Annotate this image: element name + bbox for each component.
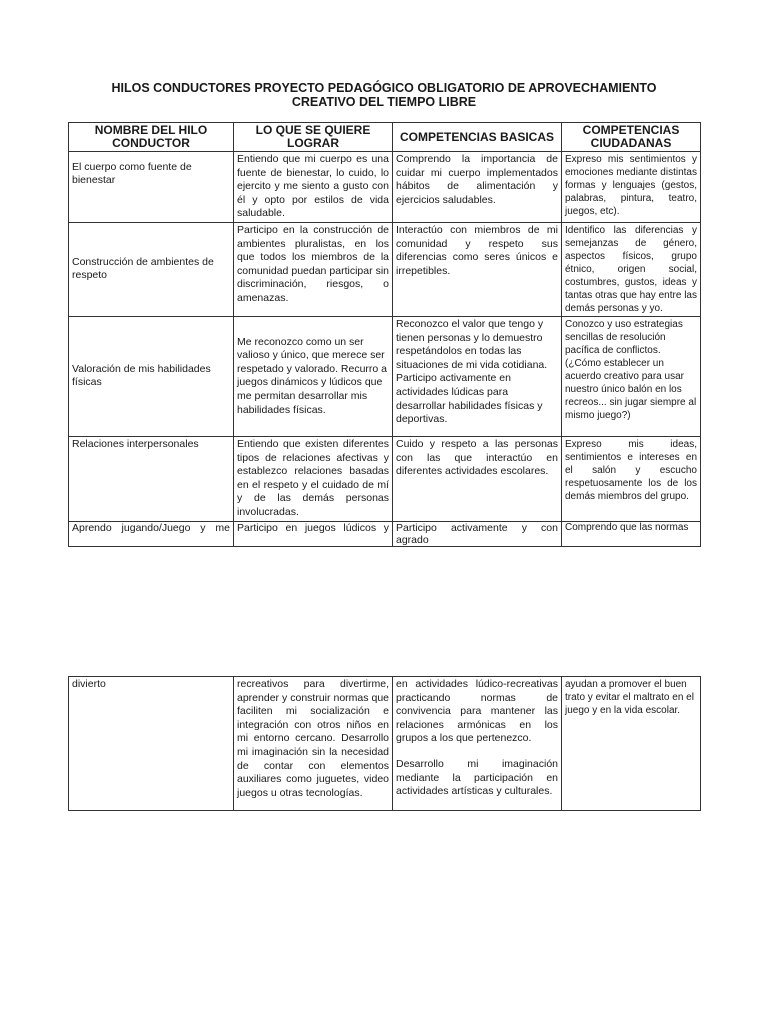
- row-goal: Entiendo que existen diferentes tipos de relaciones afectivas y establezco relaciones basadas en el respeto y el cuidado de mí y de las demás personas involucradas.: [234, 436, 393, 521]
- row-name: Valoración de mis habilidades físicas: [69, 316, 234, 436]
- row-basic: Participo activamente y con agrado: [393, 521, 562, 546]
- paragraph-gap: [396, 746, 558, 758]
- row-citizen: Expreso mis ideas, sentimientos e intereses en el salón y escucho respetuosamente los de los demás miembros del grupo.: [562, 436, 701, 521]
- row-goal: Entiendo que mi cuerpo es una fuente de bienestar, lo cuido, lo ejercito y me siento a gusto con él y opto por estilos de vida saludable.: [234, 152, 393, 223]
- header-goal: LO QUE SE QUIERE LOGRAR: [234, 123, 393, 152]
- table-row: [69, 152, 701, 223]
- row-citizen: Conozco y uso estrategias sencillas de resolución pacífica de conflictos. (¿Cómo establecer un acuerdo creativo para usar nuestro único balón en los recreos... sin jugar siempre al mismo juego?): [562, 316, 701, 436]
- row-name: divierto: [69, 677, 234, 811]
- row-name: Construcción de ambientes de respeto: [69, 222, 234, 316]
- row-basic: [393, 677, 562, 811]
- row-citizen: ayudan a promover el buen trato y evitar el maltrato en el juego y en la vida escolar.: [562, 677, 701, 811]
- document-title: HILOS CONDUCTORES PROYECTO PEDAGÓGICO OBLIGATORIO DE APROVECHAMIENTO CREATIVO DEL TIEMPO LIBRE: [111, 81, 657, 109]
- row-goal: Participo en la construcción de ambientes pluralistas, en los que todos los miembros de la comunidad puedan participar sin discriminación, riesgos, o amenazas.: [234, 222, 393, 316]
- table-row: [69, 677, 701, 811]
- row-basic: Cuido y respeto a las personas con las que interactúo en diferentes actividades escolares.: [393, 436, 562, 521]
- table-row: [69, 316, 701, 436]
- row-citizen: Comprendo que las normas: [562, 521, 701, 546]
- cell-paragraph: en actividades lúdico-recreativas practicando normas de convivencia para mantener las relaciones armónicas en los grupos a los que pertenezco.: [396, 678, 558, 745]
- main-table: [68, 122, 701, 547]
- continuation-table: [68, 676, 701, 811]
- header-basic: COMPETENCIAS BASICAS: [393, 123, 562, 152]
- row-citizen: Identifico las diferencias y semejanzas de género, aspectos físicos, grupo étnico, origen social, costumbres, gustos, ideas y tantas otras que hay entre las demás personas y yo.: [562, 222, 701, 316]
- row-basic: Reconozco el valor que tengo y tienen personas y lo demuestro respetándolos en todas las situaciones de mi vida cotidiana. Participo activamente en actividades lúdicas para desarrollar habilidades físicas y deportivas.: [393, 316, 562, 436]
- cell-paragraph: Desarrollo mi imaginación mediante la participación en actividades artísticas y culturales.: [396, 757, 558, 798]
- row-basic: Interactúo con miembros de mi comunidad y respeto sus diferencias como seres únicos e irrepetibles.: [393, 222, 562, 316]
- row-citizen: Expreso mis sentimientos y emociones mediante distintas formas y lenguajes (gestos, palabras, pintura, teatro, juegos, etc).: [562, 152, 701, 223]
- table-row: [69, 222, 701, 316]
- row-goal: Participo en juegos lúdicos y: [234, 521, 393, 546]
- header-citizen: COMPETENCIAS CIUDADANAS: [562, 123, 701, 152]
- row-name: Aprendo jugando/Juego y me: [69, 521, 234, 546]
- row-goal: Me reconozco como un ser valioso y único, que merece ser respetado y valorado. Recurro a juegos dinámicos y lúdicos que me permitan desarrollar mis habilidades físicas.: [234, 316, 393, 436]
- row-name: Relaciones interpersonales: [69, 436, 234, 521]
- table-row: [69, 436, 701, 521]
- header-name: NOMBRE DEL HILO CONDUCTOR: [69, 123, 234, 152]
- table-row: [69, 521, 701, 546]
- table-header-row: [69, 123, 701, 152]
- row-basic: Comprendo la importancia de cuidar mi cuerpo implementados hábitos de alimentación y ejercicios saludables.: [393, 152, 562, 223]
- row-goal: recreativos para divertirme, aprender y construir normas que faciliten mi socialización e integración con otros niños en mi entorno cercano. Desarrollo mi imaginación sin la necesidad de contar con elementos auxiliares como juguetes, video juegos u otras tecnologías.: [234, 677, 393, 811]
- cell-text: El cuerpo como fuente de bienestar: [72, 161, 192, 186]
- row-name: [69, 152, 234, 223]
